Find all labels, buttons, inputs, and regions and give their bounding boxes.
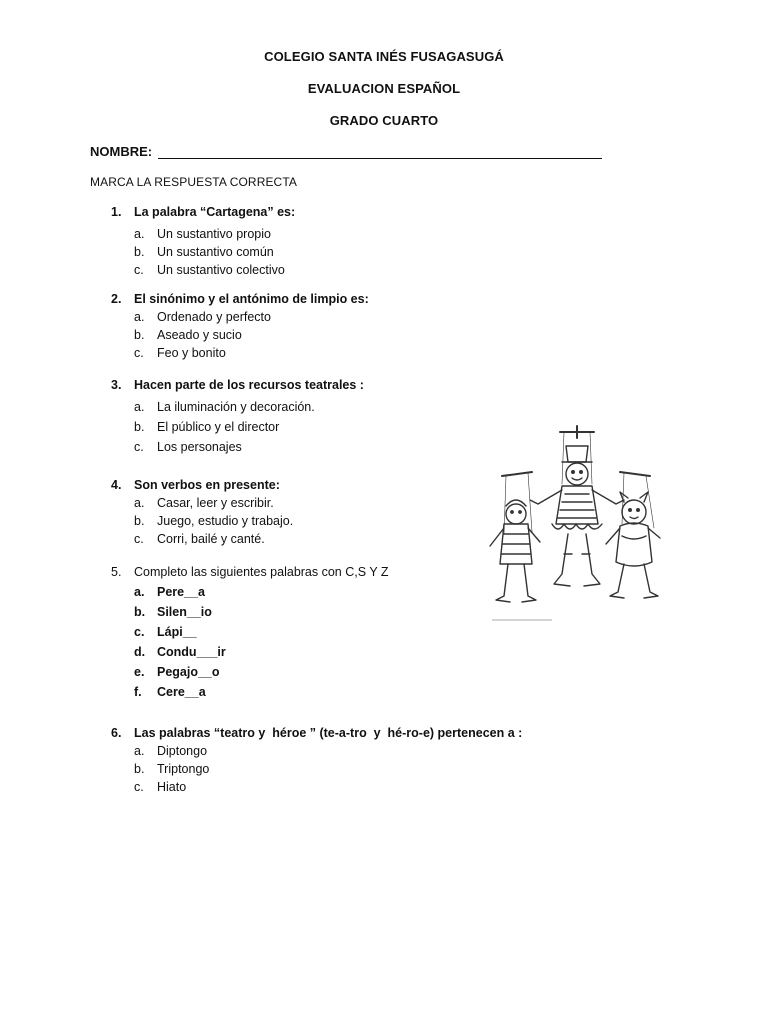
question-5 bbox=[111, 565, 389, 705]
option-3a[interactable] bbox=[134, 400, 364, 420]
option-5a[interactable] bbox=[134, 585, 389, 605]
option-text: Ordenado y perfecto bbox=[157, 310, 271, 324]
question-number: 4. bbox=[111, 478, 122, 492]
option-letter: c. bbox=[134, 263, 144, 277]
option-5b[interactable] bbox=[134, 605, 389, 625]
option-text: Diptongo bbox=[157, 744, 208, 758]
option-letter: b. bbox=[134, 605, 146, 619]
option-text: Aseado y sucio bbox=[157, 328, 242, 342]
question-1 bbox=[111, 205, 295, 281]
option-letter: a. bbox=[134, 310, 145, 324]
option-text: Silen__io bbox=[157, 605, 212, 619]
option-text: Los personajes bbox=[157, 440, 242, 454]
option-letter: a. bbox=[134, 585, 145, 599]
option-2b[interactable] bbox=[134, 328, 369, 346]
option-4c[interactable] bbox=[134, 532, 293, 550]
option-text: Cere__a bbox=[157, 685, 206, 699]
option-3c[interactable] bbox=[134, 440, 364, 460]
option-1c[interactable] bbox=[134, 263, 295, 281]
question-number: 5. bbox=[111, 565, 122, 579]
option-text: Un sustantivo propio bbox=[157, 227, 271, 241]
question-number: 1. bbox=[111, 205, 122, 219]
option-letter: b. bbox=[134, 245, 145, 259]
option-letter: a. bbox=[134, 744, 145, 758]
option-5e[interactable] bbox=[134, 665, 389, 685]
option-4a[interactable] bbox=[134, 496, 293, 514]
option-letter: c. bbox=[134, 625, 145, 639]
option-text: Juego, estudio y trabajo. bbox=[157, 514, 294, 528]
option-text: Un sustantivo colectivo bbox=[157, 263, 285, 277]
option-text: Un sustantivo común bbox=[157, 245, 274, 259]
exam-title: EVALUACION ESPAÑOL bbox=[307, 81, 461, 96]
question-number: 2. bbox=[111, 292, 122, 306]
question-4 bbox=[111, 478, 293, 550]
question-text: Las palabras “teatro y héroe ” (te-a-tro y hé-ro-e) pertenecen a : bbox=[134, 726, 523, 740]
name-label: NOMBRE: bbox=[90, 144, 153, 159]
option-5d[interactable] bbox=[134, 645, 389, 665]
option-text: La iluminación y decoración. bbox=[157, 400, 315, 414]
option-2c[interactable] bbox=[134, 346, 369, 364]
option-text: Corri, bailé y canté. bbox=[157, 532, 265, 546]
option-text: Pere__a bbox=[157, 585, 205, 599]
question-text: Son verbos en presente: bbox=[134, 478, 280, 492]
marionette-puppets-illustration bbox=[482, 424, 674, 628]
option-letter: c. bbox=[134, 440, 144, 454]
grade-title: GRADO CUARTO bbox=[329, 113, 439, 128]
option-6b[interactable] bbox=[134, 762, 522, 780]
question-text: Hacen parte de los recursos teatrales : bbox=[134, 378, 364, 392]
question-number: 3. bbox=[111, 378, 122, 392]
instruction-text: MARCA LA RESPUESTA CORRECTA bbox=[90, 175, 297, 189]
question-3 bbox=[111, 378, 364, 460]
option-6a[interactable] bbox=[134, 744, 522, 762]
option-letter: b. bbox=[134, 420, 145, 434]
question-2 bbox=[111, 292, 369, 364]
option-6c[interactable] bbox=[134, 780, 522, 798]
option-text: Feo y bonito bbox=[157, 346, 226, 360]
option-text: Triptongo bbox=[157, 762, 210, 776]
option-letter: a. bbox=[134, 400, 145, 414]
option-letter: c. bbox=[134, 780, 144, 794]
option-3b[interactable] bbox=[134, 420, 364, 440]
option-text: Casar, leer y escribir. bbox=[157, 496, 274, 510]
option-1a[interactable] bbox=[134, 227, 295, 245]
question-number: 6. bbox=[111, 726, 122, 740]
option-text: Hiato bbox=[157, 780, 187, 794]
name-field bbox=[90, 144, 602, 159]
option-text: Condu___ir bbox=[157, 645, 226, 659]
option-5f[interactable] bbox=[134, 685, 389, 705]
option-text: El público y el director bbox=[157, 420, 280, 434]
school-name: COLEGIO SANTA INÉS FUSAGASUGÁ bbox=[264, 49, 504, 64]
option-text: Pegajo__o bbox=[157, 665, 220, 679]
option-letter: b. bbox=[134, 328, 145, 342]
question-text: La palabra “Cartagena” es: bbox=[134, 205, 296, 219]
option-letter: c. bbox=[134, 346, 144, 360]
question-text: Completo las siguientes palabras con C,S Y Z bbox=[134, 565, 389, 579]
option-1b[interactable] bbox=[134, 245, 295, 263]
option-4b[interactable] bbox=[134, 514, 293, 532]
option-letter: a. bbox=[134, 496, 145, 510]
option-2a[interactable] bbox=[134, 310, 369, 328]
question-6 bbox=[111, 726, 522, 798]
name-blank-line[interactable] bbox=[158, 144, 602, 159]
option-5c[interactable] bbox=[134, 625, 389, 645]
option-letter: c. bbox=[134, 532, 144, 546]
option-letter: b. bbox=[134, 762, 145, 776]
option-letter: d. bbox=[134, 645, 146, 659]
option-letter: b. bbox=[134, 514, 145, 528]
option-letter: f. bbox=[134, 685, 142, 699]
option-text: Lápi__ bbox=[157, 625, 197, 639]
option-letter: e. bbox=[134, 665, 145, 679]
question-text: El sinónimo y el antónimo de limpio es: bbox=[134, 292, 369, 306]
option-letter: a. bbox=[134, 227, 145, 241]
